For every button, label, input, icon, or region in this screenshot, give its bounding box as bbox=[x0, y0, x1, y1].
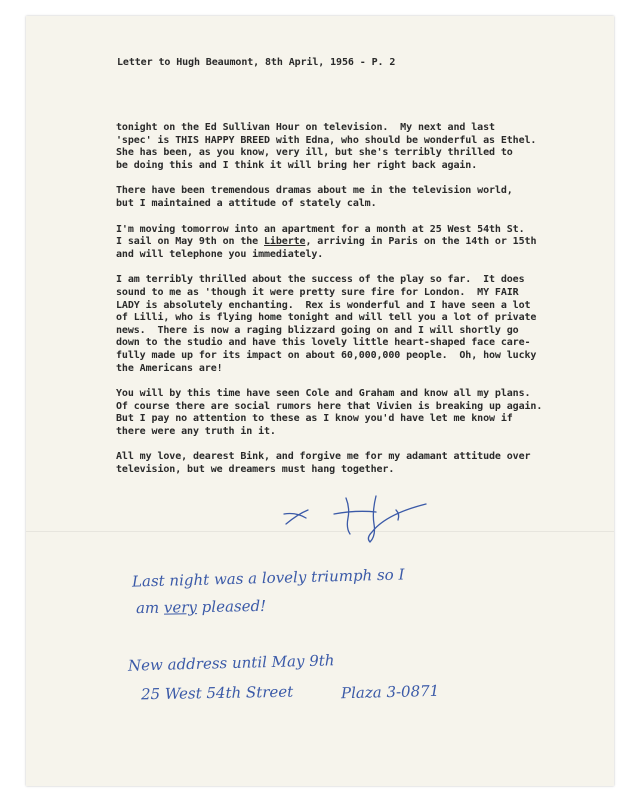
text-line: the Americans are! bbox=[116, 362, 223, 374]
text-line: there were any truth in it. bbox=[116, 425, 276, 437]
text-line: news. There is now a raging blizzard going on and I will shortly go bbox=[116, 324, 519, 336]
text-line: LADY is absolutely enchanting. Rex is wonderful and I have seen a lot bbox=[116, 299, 531, 311]
text-line: but I maintained a attitude of stately calm. bbox=[116, 197, 377, 209]
paragraph-1 bbox=[116, 122, 596, 172]
letter-body bbox=[116, 122, 596, 490]
text-line: 'spec' is THIS HAPPY BREED with Edna, who should be wonderful as Ethel. bbox=[116, 134, 537, 146]
liberte-word: Liberte bbox=[264, 236, 306, 248]
letter-header: Letter to Hugh Beaumont, 8th April, 1956 - P. 2 bbox=[117, 57, 396, 68]
note-very-underlined: very bbox=[163, 598, 198, 617]
text-line: fully made up for its impact on about 60,000,000 people. Oh, how lucky bbox=[116, 349, 537, 361]
text-line: be doing this and I think it will bring her right back again. bbox=[116, 159, 478, 171]
text-line: Of course there are social rumors here that Vivien is breaking up again. bbox=[116, 400, 543, 412]
handwritten-note-line-2 bbox=[136, 597, 266, 617]
handwritten-phone: Plaza 3-0871 bbox=[340, 681, 440, 703]
paragraph-6 bbox=[116, 451, 596, 476]
handwritten-address: 25 West 54th Street bbox=[140, 682, 294, 704]
text-line: tonight on the Ed Sullivan Hour on television. My next and last bbox=[116, 122, 495, 133]
handwritten-signature bbox=[276, 484, 436, 544]
text-line: But I pay no attention to these as I know you'd have let me know if bbox=[116, 413, 513, 425]
text-line: sound to me as 'though it were pretty sure fire for London. MY FAIR bbox=[116, 286, 519, 298]
handwritten-note-line-1: Last night was a lovely triumph so I bbox=[131, 565, 405, 591]
handwritten-address-label: New address until May 9th bbox=[127, 651, 335, 675]
text-line: I am terribly thrilled about the success of the play so far. It does bbox=[116, 274, 525, 286]
note-suffix: pleased! bbox=[196, 596, 267, 617]
paragraph-2 bbox=[116, 185, 596, 210]
text-line-liberte bbox=[116, 236, 596, 249]
text-line: There have been tremendous dramas about me in the television world, bbox=[116, 185, 513, 197]
note-prefix: am bbox=[135, 598, 165, 618]
liberte-prefix: I sail on May 9th on the bbox=[116, 236, 265, 248]
text-line: I'm moving tomorrow into an apartment for a month at 25 West 54th St. bbox=[116, 223, 525, 235]
text-line: You will by this time have seen Cole and Graham and know all my plans. bbox=[116, 388, 531, 400]
text-line: down to the studio and have this lovely little heart-shaped face care- bbox=[116, 337, 531, 349]
liberte-suffix: , arriving in Paris on the 14th or 15th bbox=[305, 236, 537, 248]
text-line: All my love, dearest Bink, and forgive me for my adamant attitude over bbox=[116, 451, 531, 463]
paragraph-5 bbox=[116, 388, 596, 438]
text-line: of Lilli, who is flying home tonight and will tell you a lot of private bbox=[116, 312, 537, 324]
letter-page bbox=[26, 16, 614, 786]
text-line: She has been, as you know, very ill, but she's terribly thrilled to bbox=[116, 147, 513, 159]
paragraph-4 bbox=[116, 274, 596, 375]
text-line: and will telephone you immediately. bbox=[116, 248, 324, 260]
paragraph-3 bbox=[116, 224, 596, 262]
text-line: television, but we dreamers must hang together. bbox=[116, 464, 395, 476]
